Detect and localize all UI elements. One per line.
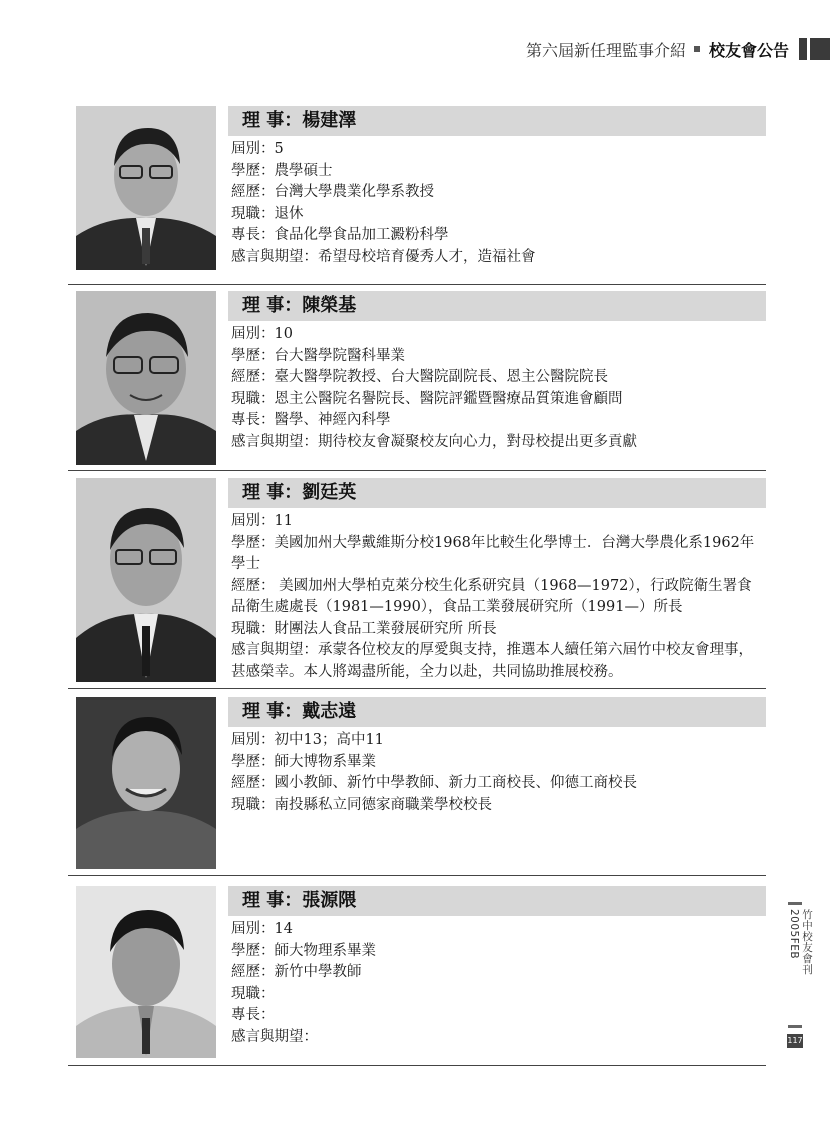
entry-divider (68, 688, 766, 689)
header-bar-decoration-2 (810, 38, 830, 60)
header-section-title: 第六屆新任理監事介紹 (525, 40, 686, 60)
member-details-4 (231, 730, 766, 816)
member-photo-2 (76, 291, 216, 465)
member-title-5: 理 事：張源隈 (228, 886, 766, 916)
side-rule-bottom (788, 1025, 802, 1028)
member-title-4: 理 事：戴志遠 (228, 697, 766, 727)
page-header (526, 36, 830, 62)
detail-line: 現職： (231, 985, 275, 1002)
detail-line: 學歷：師大物理系畢業 (231, 942, 376, 959)
entry-divider (68, 1065, 766, 1066)
detail-line: 屆別：11 (231, 513, 293, 529)
header-bar-decoration (799, 38, 807, 60)
member-entry-3 (68, 478, 766, 682)
detail-line: 感言與期望：承蒙各位校友的厚愛與支持，推選本人續任第六屆竹中校友會理事，甚感榮幸。本人將竭盡所能，全力以赴，共同協助推展校務。 (231, 642, 753, 680)
member-details-5 (231, 919, 766, 1048)
page-number: 117 (787, 1034, 803, 1048)
detail-line: 專長： (231, 1007, 275, 1023)
detail-line: 經歷：臺大醫學院教授、台大醫院副院長、恩主公醫院院長 (231, 369, 608, 385)
member-title-1: 理 事：楊建澤 (228, 106, 766, 136)
member-entry-5 (68, 886, 766, 1058)
detail-line: 現職：恩主公醫院名譽院長、醫院評鑑暨醫療品質策進會顧問 (231, 390, 623, 407)
side-rule-top (788, 902, 802, 905)
publication-name: 竹中校友會刊2005FEB (788, 909, 813, 975)
detail-line: 屆別：10 (231, 326, 293, 342)
detail-line: 經歷： 美國加州大學柏克萊分校生化系研究員（1968—1972），行政院衛生署食品衛生處處長（1981—1990），食品工業發展研究所（1991—）所長 (231, 577, 752, 615)
member-photo-4 (76, 697, 216, 869)
entry-divider (68, 284, 766, 285)
member-details-1 (231, 139, 766, 268)
header-separator (694, 46, 700, 52)
detail-line: 感言與期望：期待校友會凝聚校友向心力，對母校提出更多貢獻 (231, 433, 637, 450)
detail-line: 屆別：初中13；高中11 (231, 732, 384, 748)
member-details-3 (231, 511, 766, 683)
detail-line: 感言與期望：希望母校培育優秀人才，造福社會 (231, 248, 536, 265)
detail-line: 現職：南投縣私立同德家商職業學校校長 (231, 796, 492, 813)
detail-line: 現職：財團法人食品工業發展研究所 所長 (231, 620, 497, 637)
detail-line: 專長：醫學、神經內科學 (231, 412, 391, 428)
member-entry-4 (68, 697, 766, 869)
detail-line: 學歷：師大博物系畢業 (231, 753, 376, 770)
entry-divider (68, 470, 766, 471)
member-entry-2 (68, 291, 766, 465)
member-photo-5 (76, 886, 216, 1058)
entry-divider (68, 875, 766, 876)
member-title-3: 理 事：劉廷英 (228, 478, 766, 508)
detail-line: 經歷：新竹中學教師 (231, 964, 362, 980)
header-category: 校友會公告 (708, 40, 789, 60)
detail-line: 經歷：國小教師、新竹中學教師、新力工商校長、仰德工商校長 (231, 775, 637, 791)
member-entry-1 (68, 106, 766, 278)
detail-line: 專長：食品化學食品加工澱粉科學 (231, 227, 449, 243)
detail-line: 感言與期望： (231, 1028, 318, 1045)
detail-line: 屆別：14 (231, 921, 293, 937)
detail-line: 學歷：美國加州大學戴維斯分校1968年比較生化學博士．台灣大學農化系1962年學士 (231, 534, 755, 572)
detail-line: 學歷：農學碩士 (231, 162, 333, 179)
detail-line: 學歷：台大醫學院醫科畢業 (231, 347, 405, 364)
detail-line: 經歷：台灣大學農業化學系教授 (231, 184, 434, 200)
member-details-2 (231, 324, 766, 453)
member-title-2: 理 事：陳榮基 (228, 291, 766, 321)
member-photo-1 (76, 106, 216, 270)
detail-line: 屆別：5 (231, 141, 284, 157)
side-publication-label (786, 902, 813, 1048)
member-photo-3 (76, 478, 216, 682)
detail-line: 現職：退休 (231, 205, 304, 222)
